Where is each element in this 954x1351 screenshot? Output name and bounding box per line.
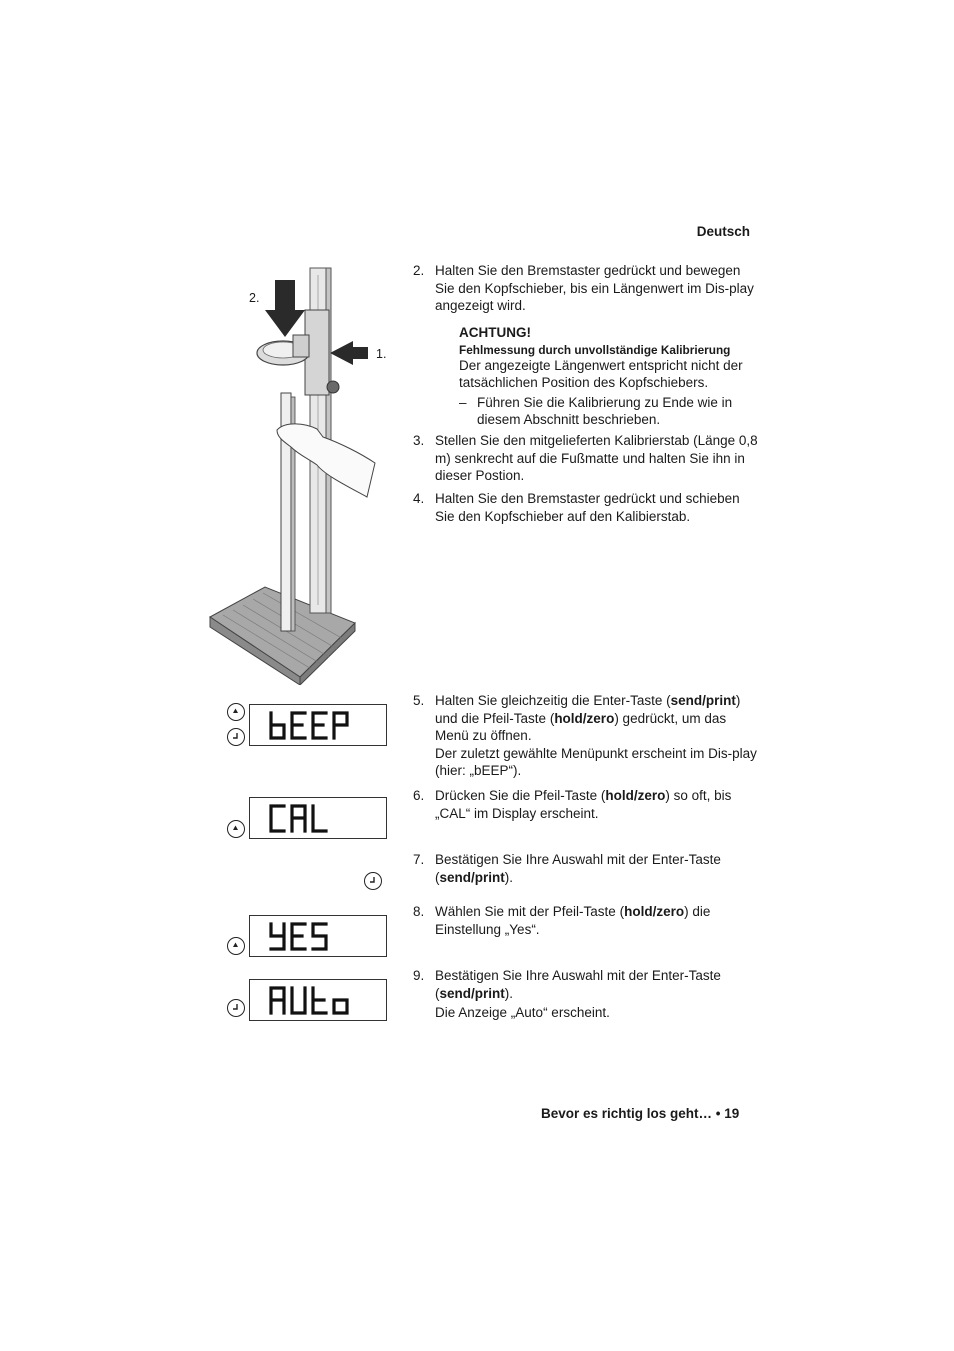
arrow-up-key-icon[interactable] xyxy=(227,820,245,838)
dash-bullet: – xyxy=(459,395,467,410)
warning-title: ACHTUNG! xyxy=(459,325,531,340)
enter-key-icon[interactable] xyxy=(227,999,245,1017)
warning-box xyxy=(459,325,759,428)
step-8 xyxy=(413,903,758,938)
step-4 xyxy=(413,490,758,525)
step-text: Stellen Sie den mitgelieferten Kalibrierstab (Länge 0,8 m) senkrecht auf die Fußmatte und halten Sie ihn in dieser Postion. xyxy=(435,433,758,484)
step-number: 4. xyxy=(413,491,425,506)
step-text: Drücken Sie die Pfeil-Taste (hold/zero) so oft, bis „CAL“ im Display erscheint. xyxy=(435,788,732,821)
step-text: Wählen Sie mit der Pfeil-Taste (hold/zero) die Einstellung „Yes“. xyxy=(435,904,711,937)
step-number: 7. xyxy=(413,852,425,867)
step-3 xyxy=(413,432,758,485)
enter-key-icon[interactable] xyxy=(227,728,245,746)
step-6 xyxy=(413,787,758,822)
step-text-note: Die Anzeige „Auto“ erscheint. xyxy=(435,1005,610,1021)
illustration-label-2: 2. xyxy=(249,291,260,305)
step-number: 3. xyxy=(413,433,425,448)
step-number: 9. xyxy=(413,968,425,983)
step-2 xyxy=(413,262,758,315)
step-text: Halten Sie den Bremstaster gedrückt und bewegen Sie den Kopfschieber, bis ein Längenwert im Dis-play angezeigt wird. xyxy=(435,263,754,314)
step-7 xyxy=(413,851,758,886)
step-text: Halten Sie den Bremstaster gedrückt und schieben Sie den Kopfschieber auf den Kalibierstab. xyxy=(435,491,740,524)
lcd-display-beep xyxy=(249,704,387,746)
step-5 xyxy=(413,692,758,780)
warning-subtitle: Fehlmessung durch unvollständige Kalibrierung xyxy=(459,342,731,357)
language-label: Deutsch xyxy=(696,224,750,239)
height-rod-illustration xyxy=(205,265,385,685)
step-9 xyxy=(413,967,758,1022)
step-number: 6. xyxy=(413,788,425,803)
step-text-note: Der zuletzt gewählte Menüpunkt erscheint im Dis-play (hier: „bEEP“). xyxy=(435,745,757,779)
warning-text: Der angezeigte Längenwert entspricht nicht der tatsächlichen Position des Kopfschiebers. xyxy=(459,358,743,390)
lcd-display-yes xyxy=(249,915,387,957)
step-number: 5. xyxy=(413,693,425,708)
step-text: Halten Sie gleichzeitig die Enter-Taste (send/print) und die Pfeil-Taste (hold/zero) gedrückt, um das Menü zu öffnen. xyxy=(435,693,741,744)
step-number: 2. xyxy=(413,263,425,278)
arrow-up-key-icon[interactable] xyxy=(227,703,245,721)
lcd-display-auto xyxy=(249,979,387,1021)
warning-item xyxy=(459,395,759,428)
step-text: Bestätigen Sie Ihre Auswahl mit der Enter-Taste (send/print). xyxy=(435,968,721,1001)
warning-item-text: Führen Sie die Kalibrierung zu Ende wie in diesem Abschnitt beschrieben. xyxy=(477,395,733,427)
enter-key-icon[interactable] xyxy=(364,872,382,890)
page-footer: Bevor es richtig los geht… • 19 xyxy=(541,1106,740,1121)
lcd-display-cal xyxy=(249,797,387,839)
step-number: 8. xyxy=(413,904,425,919)
arrow-up-key-icon[interactable] xyxy=(227,937,245,955)
illustration-label-1: 1. xyxy=(376,347,387,361)
step-text: Bestätigen Sie Ihre Auswahl mit der Enter-Taste (send/print). xyxy=(435,852,721,885)
